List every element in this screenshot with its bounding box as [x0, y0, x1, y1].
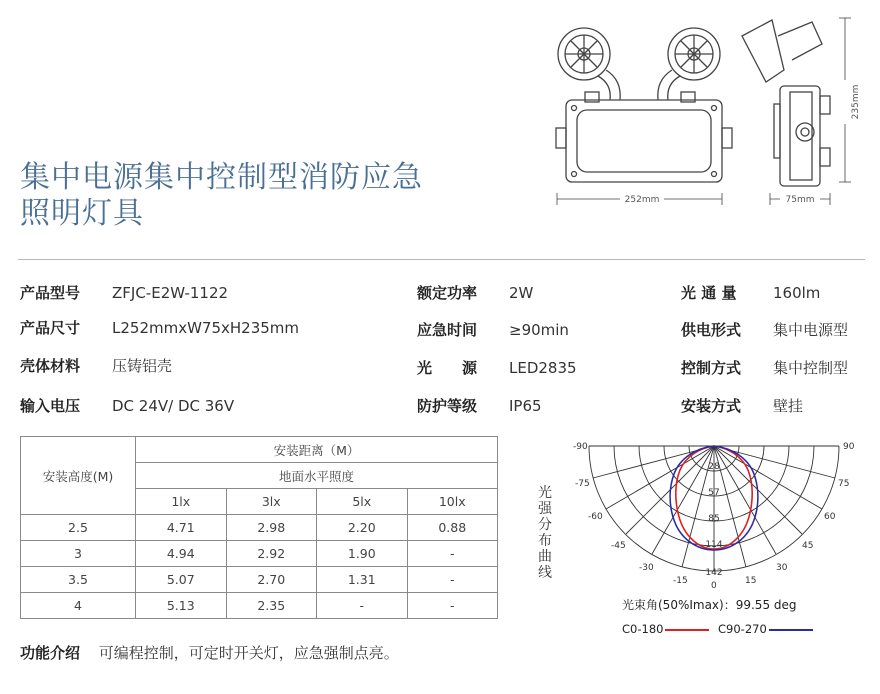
- value-cell: 4.71: [136, 515, 227, 541]
- angle-label: 45: [802, 541, 814, 551]
- radial-label: 85: [708, 514, 720, 524]
- spec-value: ZFJC-E2W-1122: [112, 284, 229, 302]
- product-drawing: [545, 10, 865, 210]
- height-cell: 2.5: [21, 515, 136, 541]
- spec-housing: [20, 356, 173, 376]
- angle-label-center: 0: [711, 581, 717, 591]
- title-line-1: 集中电源集中控制型消防应急: [20, 160, 423, 195]
- spec-value: DC 24V/ DC 36V: [112, 397, 235, 415]
- value-cell: 1.31: [317, 567, 408, 593]
- spec-value: IP65: [509, 397, 542, 415]
- lux-col-header: 5lx: [317, 489, 408, 515]
- table-row: [21, 567, 498, 593]
- legend-label: C0-180: [622, 622, 664, 636]
- spec-value: LED2835: [509, 359, 577, 377]
- lux-col-header: 1lx: [136, 489, 227, 515]
- height-cell: 4: [21, 593, 136, 619]
- height-header: 安装高度(M): [21, 437, 136, 515]
- spec-label: 产品型号: [20, 284, 81, 302]
- spec-value: L252mmxW75xH235mm: [112, 319, 300, 337]
- legend-label: C90-270: [718, 622, 767, 636]
- illuminance-header: 地面水平照度: [136, 463, 498, 489]
- angle-label: -45: [611, 541, 626, 551]
- spec-label: 供电形式: [681, 321, 742, 339]
- spec-label: 输入电压: [20, 397, 81, 415]
- spec-label: 控制方式: [681, 359, 742, 377]
- spec-ip-rating: [417, 396, 542, 416]
- angle-label: 30: [776, 563, 788, 573]
- angle-label: -15: [673, 576, 688, 586]
- spec-value: 压铸铝壳: [112, 357, 173, 375]
- radial-label: 28: [708, 462, 720, 472]
- table-row: [21, 593, 498, 619]
- spec-installation: [681, 396, 804, 416]
- height-dimension: 235mm: [851, 84, 861, 120]
- product-title: [20, 160, 520, 232]
- spec-value: 集中电源型: [773, 321, 849, 339]
- spec-power-supply: [681, 320, 849, 340]
- height-cell: 3.5: [21, 567, 136, 593]
- height-cell: 3: [21, 541, 136, 567]
- spec-label: 额定功率: [417, 284, 478, 302]
- value-cell: 2.98: [226, 515, 317, 541]
- value-cell: 0.88: [407, 515, 498, 541]
- lux-col-header: 3lx: [226, 489, 317, 515]
- table-row: [21, 515, 498, 541]
- value-cell: 5.13: [136, 593, 227, 619]
- angle-label: 60: [824, 512, 836, 522]
- polar-title: 光强分布曲线: [538, 485, 552, 581]
- spec-emergency-time: [417, 320, 569, 340]
- value-cell: -: [407, 541, 498, 567]
- angle-label: 75: [838, 479, 850, 489]
- radial-label: 142: [705, 568, 723, 578]
- spec-power: [417, 283, 534, 303]
- legend-line-red: [665, 629, 709, 631]
- value-cell: 2.35: [226, 593, 317, 619]
- title-line-2: 照明灯具: [20, 196, 144, 231]
- spec-model: [20, 283, 229, 303]
- angle-label: 90: [843, 442, 855, 452]
- distance-header: 安装距离（M）: [136, 437, 498, 463]
- function-label: 功能介绍: [20, 644, 81, 662]
- width-dimension: 252mm: [624, 195, 660, 205]
- section-divider: [18, 259, 865, 260]
- spec-value: 集中控制型: [773, 359, 849, 377]
- spec-value: 160lm: [773, 284, 821, 302]
- radial-label: 57: [708, 488, 720, 498]
- spec-label: 壳体材料: [20, 357, 81, 375]
- value-cell: 2.70: [226, 567, 317, 593]
- spec-label: 应急时间: [417, 321, 478, 339]
- legend-c0-180: [622, 622, 709, 636]
- value-cell: 1.90: [317, 541, 408, 567]
- spec-voltage: [20, 396, 235, 416]
- value-cell: 2.92: [226, 541, 317, 567]
- spec-value: 2W: [509, 284, 534, 302]
- spec-label: 安装方式: [681, 397, 742, 415]
- legend-line-blue: [769, 629, 813, 631]
- spec-label: 防护等级: [417, 397, 478, 415]
- beam-angle: 光束角(50%Imax)：99.55 deg: [622, 598, 797, 612]
- legend-c90-270: [718, 622, 813, 636]
- spec-size: [20, 318, 300, 338]
- value-cell: 2.20: [317, 515, 408, 541]
- value-cell: 4.94: [136, 541, 227, 567]
- angle-label: -75: [575, 479, 590, 489]
- table-row: [21, 541, 498, 567]
- value-cell: -: [407, 567, 498, 593]
- spec-value: 壁挂: [773, 397, 804, 415]
- radial-label: 114: [705, 540, 723, 550]
- spec-light-source: [417, 358, 577, 378]
- spec-value: ≥90min: [509, 321, 569, 339]
- spec-label: 光 通 量: [681, 284, 737, 302]
- depth-dimension: 75mm: [785, 195, 815, 205]
- lux-col-header: 10lx: [407, 489, 498, 515]
- value-cell: 5.07: [136, 567, 227, 593]
- spec-label: 产品尺寸: [20, 319, 81, 337]
- angle-label: -60: [588, 512, 603, 522]
- angle-label: -30: [639, 563, 654, 573]
- polar-diagram: [560, 432, 870, 594]
- function-description: [20, 642, 399, 663]
- value-cell: -: [407, 593, 498, 619]
- value-cell: -: [317, 593, 408, 619]
- function-text: 可编程控制，可定时开关灯，应急强制点亮。: [98, 644, 399, 662]
- angle-label: 15: [745, 576, 757, 586]
- spec-luminous-flux: [681, 283, 821, 303]
- spec-label: 光 源: [417, 359, 478, 377]
- spec-control-mode: [681, 358, 849, 378]
- angle-label: -90: [573, 442, 588, 452]
- illuminance-table: [20, 436, 498, 619]
